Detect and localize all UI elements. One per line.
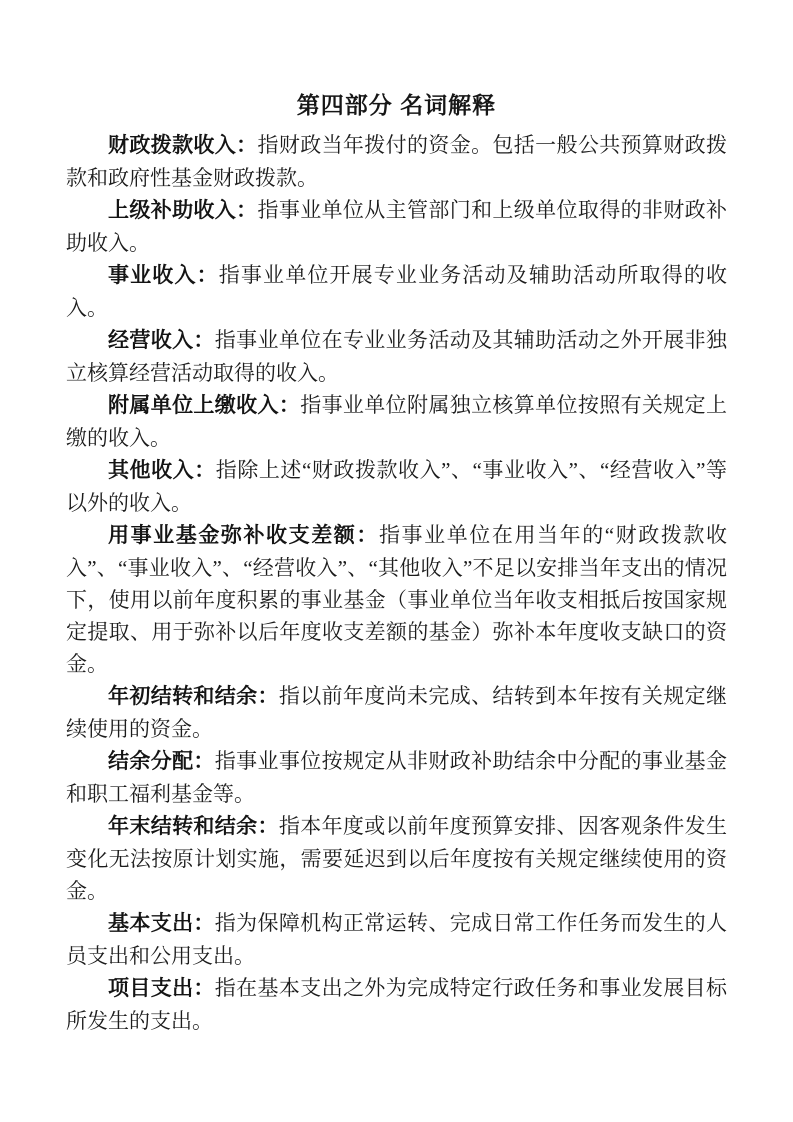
term-definition: 指为保障机构正常运转、完成日常工作任务而发生的人员支出和公用支出。 bbox=[66, 911, 728, 968]
term-paragraph bbox=[66, 324, 727, 389]
term-definition: 指除上述“财政拨款收入”、“事业收入”、“经营收入”等以外的收入。 bbox=[66, 458, 727, 515]
term-definition: 指事业单位附属独立核算单位按照有关规定上缴的收入。 bbox=[66, 393, 728, 450]
term-definition: 指以前年度尚未完成、结转到本年按有关规定继续使用的资金。 bbox=[66, 684, 728, 741]
term-definition: 指事业单位在专业业务活动及其辅助活动之外开展非独立核算经营活动取得的收入。 bbox=[66, 328, 728, 385]
term-paragraph bbox=[66, 129, 727, 194]
term-label: 年初结转和结余： bbox=[108, 685, 279, 708]
term-paragraph bbox=[66, 259, 727, 324]
term-paragraph bbox=[66, 454, 727, 519]
term-label: 事业收入： bbox=[108, 264, 219, 287]
term-label: 上级补助收入： bbox=[108, 199, 258, 222]
term-label: 年末结转和结余： bbox=[108, 815, 279, 838]
term-definition: 指在基本支出之外为完成特定行政任务和事业发展目标所发生的支出。 bbox=[66, 976, 728, 1033]
term-label: 经营收入： bbox=[108, 329, 215, 352]
term-label: 结余分配： bbox=[108, 750, 215, 773]
term-label: 用事业基金弥补收支差额： bbox=[108, 524, 379, 547]
term-paragraph bbox=[66, 810, 727, 907]
term-definition: 指事业单位在用当年的“财政拨款收入”、“事业收入”、“经营收入”、“其他收入”不足以安排当年支出的情况下，使用以前年度积累的事业基金（事业单位当年收支相抵后按国家规定提取、用于弥补以后年度收支差额的基金）弥补本年度收支缺口的资金。 bbox=[66, 523, 727, 676]
page-title: 第四部分 名词解释 bbox=[296, 92, 497, 118]
term-label: 附属单位上缴收入： bbox=[108, 394, 301, 417]
term-label: 项目支出： bbox=[108, 977, 215, 1000]
term-paragraph bbox=[66, 907, 727, 972]
term-paragraph bbox=[66, 389, 727, 454]
term-paragraph bbox=[66, 194, 727, 259]
term-definition: 指本年度或以前年度预算安排、因客观条件发生变化无法按原计划实施，需要延迟到以后年度按有关规定继续使用的资金。 bbox=[66, 814, 728, 903]
term-definition: 指事业事位按规定从非财政补助结余中分配的事业基金和职工福利基金等。 bbox=[66, 749, 728, 806]
term-definition: 指事业单位开展专业业务活动及辅助活动所取得的收入。 bbox=[66, 263, 728, 320]
document-content bbox=[66, 90, 727, 1037]
term-paragraph bbox=[66, 972, 727, 1037]
term-paragraph bbox=[66, 745, 727, 810]
term-paragraph bbox=[66, 519, 727, 680]
term-label: 其他收入： bbox=[108, 459, 216, 482]
term-definition: 指事业单位从主管部门和上级单位取得的非财政补助收入。 bbox=[66, 198, 727, 255]
term-label: 基本支出： bbox=[108, 912, 215, 935]
term-definition: 指财政当年拨付的资金。包括一般公共预算财政拨款和政府性基金财政拨款。 bbox=[66, 133, 727, 190]
term-paragraph bbox=[66, 680, 727, 745]
term-label: 财政拨款收入： bbox=[108, 134, 258, 157]
